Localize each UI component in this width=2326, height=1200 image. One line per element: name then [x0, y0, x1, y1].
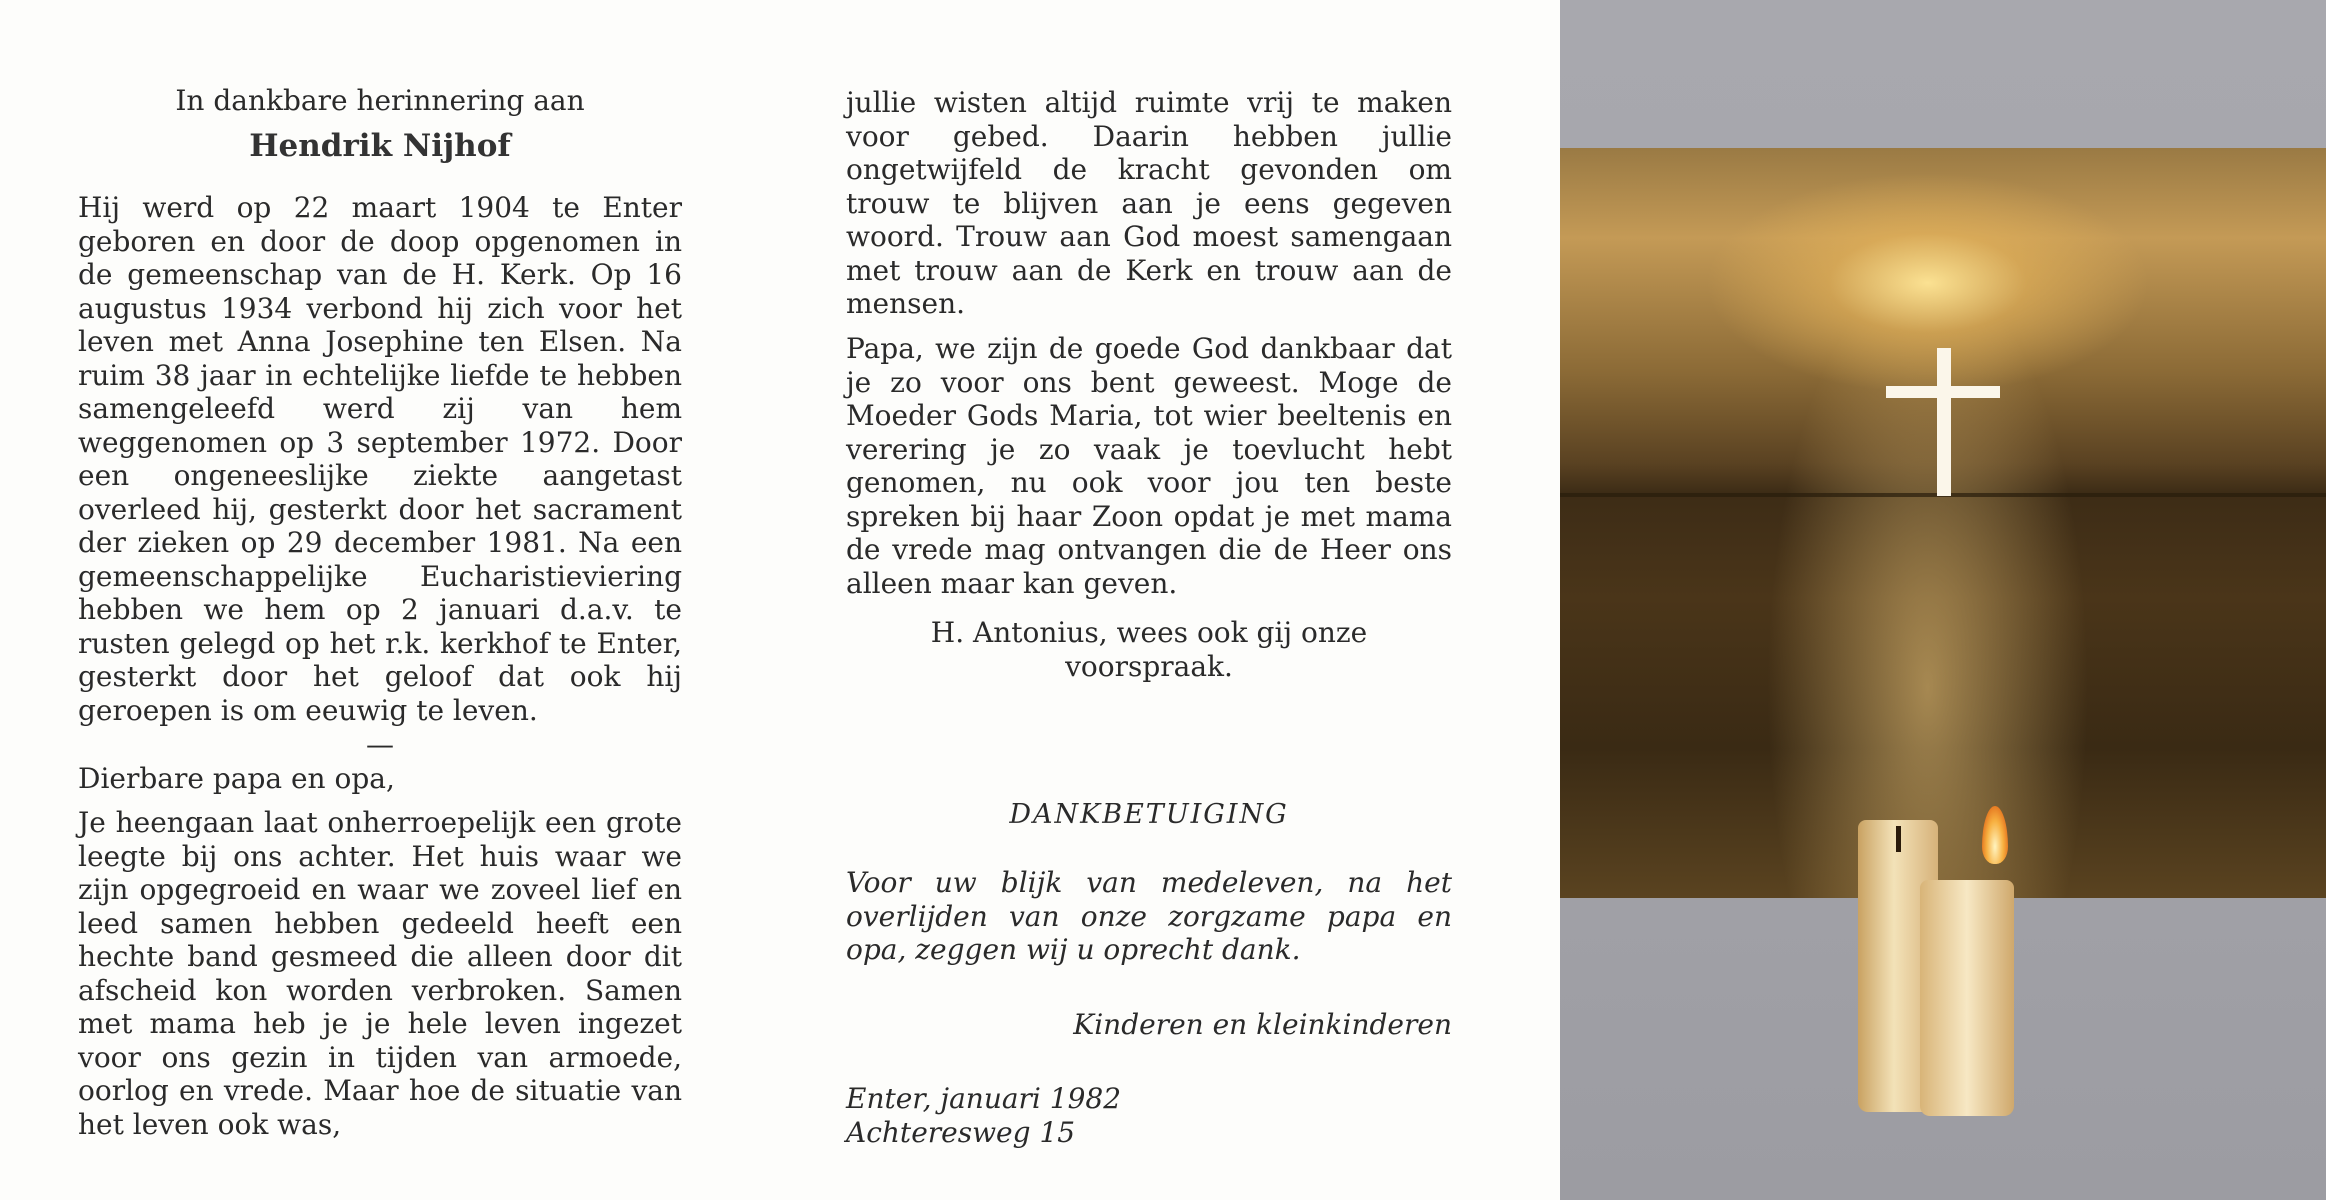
sunset-sea-photo: [1560, 148, 2326, 898]
candle-icon: [1858, 790, 2018, 1130]
place-date: Enter, januari 1982: [846, 1082, 1122, 1115]
biography-paragraph: Hij werd op 22 maart 1904 te Enter geboren en door de doop opgenomen in de gemeenschap van de H. Kerk. Op 16 augustus 1934 verbond hij zich voor het leven met Anna Josephine ten Elsen. Na ruim 38 jaar in echtelijke liefde te hebben samengeleefd werd zij van hem weggenomen op 3 september 1972. Door een ongeneeslijke ziekte aangetast overleed hij, gesterkt door het sacrament der zieken op 29 december 1981. Na een gemeenschappelijke Eucharistieviering hebben we hem op 2 januari d.a.v. te rusten gelegd op het r.k. kerkhof te Enter, gesterkt door het geloof dat ook hij geroepen is om eeuwig te leven.: [78, 191, 682, 727]
candle-front: [1920, 880, 2014, 1116]
thanks-heading: DANKBETUIGING: [1009, 799, 1289, 830]
continuation-paragraph: jullie wisten altijd ruimte vrij te maken voor gebed. Daarin hebben jullie ongetwijfeld de kracht gevonden om trouw te blijven aan je eens gegeven woord. Trouw aan God moest samengaan met trouw aan de Kerk en trouw aan de mensen.: [846, 86, 1452, 320]
intro-line: In dankbare herinnering aan: [175, 84, 585, 117]
deceased-name: Hendrik Nijhof: [249, 128, 511, 164]
gratitude-paragraph: Papa, we zijn de goede God dankbaar dat je zo voor ons bent geweest. Moge de Moeder Gods Maria, tot wier beeltenis en verering je zo vaak je toevlucht hebt genomen, nu ook voor jou ten beste spreken bij haar Zoon opdat je met mama de vrede mag ontvangen die de Heer ons alleen maar kan geven.: [846, 332, 1452, 600]
flame-icon: [1982, 806, 2008, 864]
image-panel: [1560, 0, 2326, 1200]
thanks-signature: Kinderen en kleinkinderen: [1073, 1008, 1452, 1041]
section-divider: —: [366, 728, 394, 761]
prayer-line: H. Antonius, wees ook gij onze voorspraak.: [930, 616, 1368, 683]
address: Achteresweg 15: [846, 1115, 1076, 1149]
thanks-body: Voor uw blijk van medeleven, na het overlijden van onze zorgzame papa en opa, zeggen wij u oprecht dank.: [846, 866, 1452, 966]
salutation: Dierbare papa en opa,: [78, 762, 395, 795]
farewell-paragraph: Je heengaan laat onherroepelijk een grote leegte bij ons achter. Het huis waar we zijn opgegroeid en waar we zoveel lief en leed samen hebben gedeeld heeft een hechte band gesmeed die alleen door dit afscheid kon worden verbroken. Samen met mama heb je je hele leven ingezet voor ons gezin in tijden van armoede, oorlog en vrede. Maar hoe de situatie van het leven ook was,: [78, 806, 682, 1141]
cross-horizontal: [1886, 386, 2000, 398]
place-block: [846, 1082, 1452, 1149]
cross-vertical: [1937, 348, 1951, 496]
middle-text-column: [846, 0, 1452, 1200]
candle-wick: [1896, 826, 1901, 852]
left-text-column: [78, 0, 682, 1200]
